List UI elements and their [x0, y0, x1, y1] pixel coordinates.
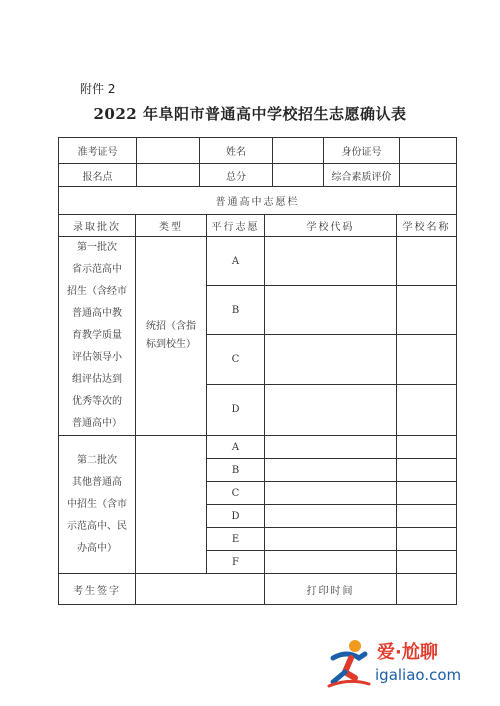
batch2-school-name-a[interactable] [397, 436, 457, 459]
batch1-label: 第一批次 省示范高中 招生（含经市 普通高中教 育教学质量 评估领导小 组评估达到 优秀等次的 普通高中） [59, 237, 136, 436]
column-header-type: 类型 [136, 215, 207, 237]
runner-logo-icon [325, 638, 373, 690]
section-header: 普通高中志愿栏 [59, 187, 457, 215]
batch1-type: 统招（含指 标到校生） [136, 237, 207, 436]
batch2-school-code-f[interactable] [265, 551, 397, 574]
batch2-choice-b: B [207, 459, 265, 482]
registration-point-label: 报名点 [59, 164, 137, 186]
batch1-choice-a: A [207, 237, 265, 286]
batch1-school-name-b[interactable] [397, 286, 457, 335]
id-number-label: 身份证号 [324, 138, 400, 163]
name-value[interactable] [273, 138, 324, 163]
form-row-1 [59, 138, 457, 164]
column-header-school-name: 学校名称 [397, 215, 457, 237]
batch2-school-name-b[interactable] [397, 459, 457, 482]
batch2-school-code-e[interactable] [265, 528, 397, 551]
batch1-choice-c: C [207, 335, 265, 384]
batch2-choice-d: D [207, 505, 265, 528]
signature-field[interactable] [136, 574, 265, 605]
watermark-url: igaliao.com [375, 666, 462, 684]
quality-evaluation-label: 综合素质评价 [324, 164, 400, 186]
signature-label: 考生签字 [59, 574, 136, 605]
batch1-school-name-d[interactable] [397, 384, 457, 435]
attachment-label: 附件 2 [80, 82, 116, 96]
name-label: 姓名 [200, 138, 273, 163]
batch2-school-code-b[interactable] [265, 459, 397, 482]
batch2-type [136, 436, 207, 574]
batch1-school-code-c[interactable] [265, 335, 397, 384]
batch1-school-name-a[interactable] [397, 237, 457, 286]
batch2-school-name-e[interactable] [397, 528, 457, 551]
batch2-school-name-c[interactable] [397, 482, 457, 505]
quality-evaluation-value[interactable] [400, 164, 456, 186]
print-time-value[interactable] [397, 574, 457, 605]
total-score-value[interactable] [273, 164, 324, 186]
batch1-school-code-a[interactable] [265, 237, 397, 286]
batch1-school-code-b[interactable] [265, 286, 397, 335]
batch1-choice-d: D [207, 384, 265, 435]
total-score-label: 总分 [200, 164, 273, 186]
batch1-school-name-c[interactable] [397, 335, 457, 384]
batch2-choice-f: F [207, 551, 265, 574]
confirmation-form-table [58, 137, 457, 605]
batch1-choice-b: B [207, 286, 265, 335]
form-row-2 [59, 164, 457, 187]
batch2-school-code-a[interactable] [265, 436, 397, 459]
page-title: 2022 年阜阳市普通高中学校招生志愿确认表 [93, 105, 407, 123]
site-watermark [325, 634, 490, 692]
batch2-school-code-d[interactable] [265, 505, 397, 528]
column-header-school-code: 学校代码 [265, 215, 397, 237]
footer-row [59, 574, 457, 605]
batch1-school-code-d[interactable] [265, 384, 397, 435]
column-headers [59, 215, 457, 237]
batch2-choice-a: A [207, 436, 265, 459]
exam-number-label: 准考证号 [59, 138, 137, 163]
id-number-value[interactable] [400, 138, 456, 163]
batch2-school-name-d[interactable] [397, 505, 457, 528]
batch2-school-name-f[interactable] [397, 551, 457, 574]
print-time-label: 打印时间 [265, 574, 397, 605]
batch2-label: 第二批次 其他普通高 中招生（含市 示范高中、民 办高中） [59, 436, 136, 574]
watermark-brand: 爱·尬聊 [377, 642, 438, 663]
exam-number-value[interactable] [137, 138, 200, 163]
batch2-school-code-c[interactable] [265, 482, 397, 505]
column-header-parallel-choice: 平行志愿 [207, 215, 265, 237]
registration-point-value[interactable] [137, 164, 200, 186]
batch2-choice-e: E [207, 528, 265, 551]
column-header-batch: 录取批次 [59, 215, 136, 237]
batch2-choice-c: C [207, 482, 265, 505]
